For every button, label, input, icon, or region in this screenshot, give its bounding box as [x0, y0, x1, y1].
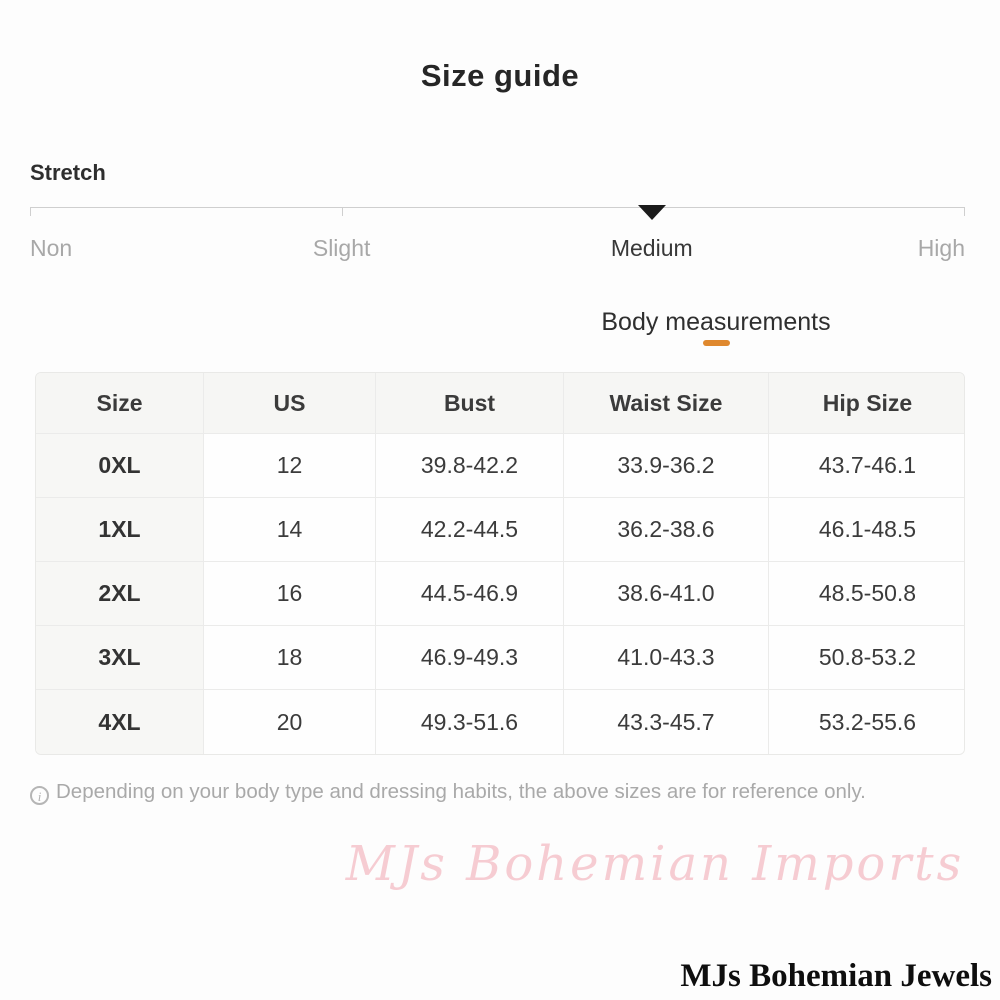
- size-cell: 1XL: [36, 498, 204, 562]
- bust-cell: 49.3-51.6: [376, 690, 564, 754]
- table-row: [36, 498, 965, 562]
- slider-tick: [964, 207, 965, 216]
- hip-cell: 48.5-50.8: [769, 562, 965, 626]
- page-title: Size guide: [420, 58, 580, 93]
- reference-note-text: Depending on your body type and dressing habits, the above sizes are for reference only.: [56, 780, 866, 803]
- column-header-us: US: [204, 373, 376, 434]
- column-header-bust: Bust: [376, 373, 564, 434]
- watermark-text: MJs Bohemian Imports: [345, 836, 965, 892]
- stretch-option-high: High: [917, 235, 965, 261]
- table-row: [36, 562, 965, 626]
- size-cell: 4XL: [36, 690, 204, 754]
- stretch-option-slight: Slight: [312, 235, 371, 261]
- brand-text: MJs Bohemian Jewels: [680, 958, 992, 994]
- table-row: [36, 434, 965, 498]
- stretch-options: [30, 235, 965, 265]
- reference-note: [30, 780, 970, 805]
- bust-cell: 39.8-42.2: [376, 434, 564, 498]
- table-row: [36, 690, 965, 754]
- waist-cell: 38.6-41.0: [564, 562, 769, 626]
- stretch-option-non: Non: [30, 235, 73, 261]
- tab-active-underline: [703, 340, 730, 346]
- hip-cell: 46.1-48.5: [769, 498, 965, 562]
- slider-tick: [30, 207, 31, 216]
- us-cell: 14: [204, 498, 376, 562]
- stretch-label: Stretch: [30, 160, 106, 185]
- hip-cell: 53.2-55.6: [769, 690, 965, 754]
- us-cell: 16: [204, 562, 376, 626]
- waist-cell: 41.0-43.3: [564, 626, 769, 690]
- size-cell: 2XL: [36, 562, 204, 626]
- size-cell: 0XL: [36, 434, 204, 498]
- table-header-row: [36, 373, 965, 434]
- slider-tick: [342, 207, 343, 216]
- size-table: [35, 372, 965, 755]
- column-header-size: Size: [36, 373, 204, 434]
- bust-cell: 42.2-44.5: [376, 498, 564, 562]
- waist-cell: 43.3-45.7: [564, 690, 769, 754]
- column-header-hip: Hip Size: [769, 373, 965, 434]
- hip-cell: 50.8-53.2: [769, 626, 965, 690]
- waist-cell: 36.2-38.6: [564, 498, 769, 562]
- hip-cell: 43.7-46.1: [769, 434, 965, 498]
- info-icon: i: [30, 786, 49, 805]
- waist-cell: 33.9-36.2: [564, 434, 769, 498]
- tab-body-measurements[interactable]: Body measurements: [601, 308, 831, 336]
- us-cell: 18: [204, 626, 376, 690]
- stretch-option-medium: Medium: [610, 235, 693, 261]
- slider-track: [30, 207, 965, 208]
- stretch-slider: [30, 205, 965, 275]
- size-cell: 3XL: [36, 626, 204, 690]
- bust-cell: 46.9-49.3: [376, 626, 564, 690]
- us-cell: 20: [204, 690, 376, 754]
- us-cell: 12: [204, 434, 376, 498]
- bust-cell: 44.5-46.9: [376, 562, 564, 626]
- slider-marker-triangle-icon: [638, 205, 666, 220]
- table-row: [36, 626, 965, 690]
- column-header-waist: Waist Size: [564, 373, 769, 434]
